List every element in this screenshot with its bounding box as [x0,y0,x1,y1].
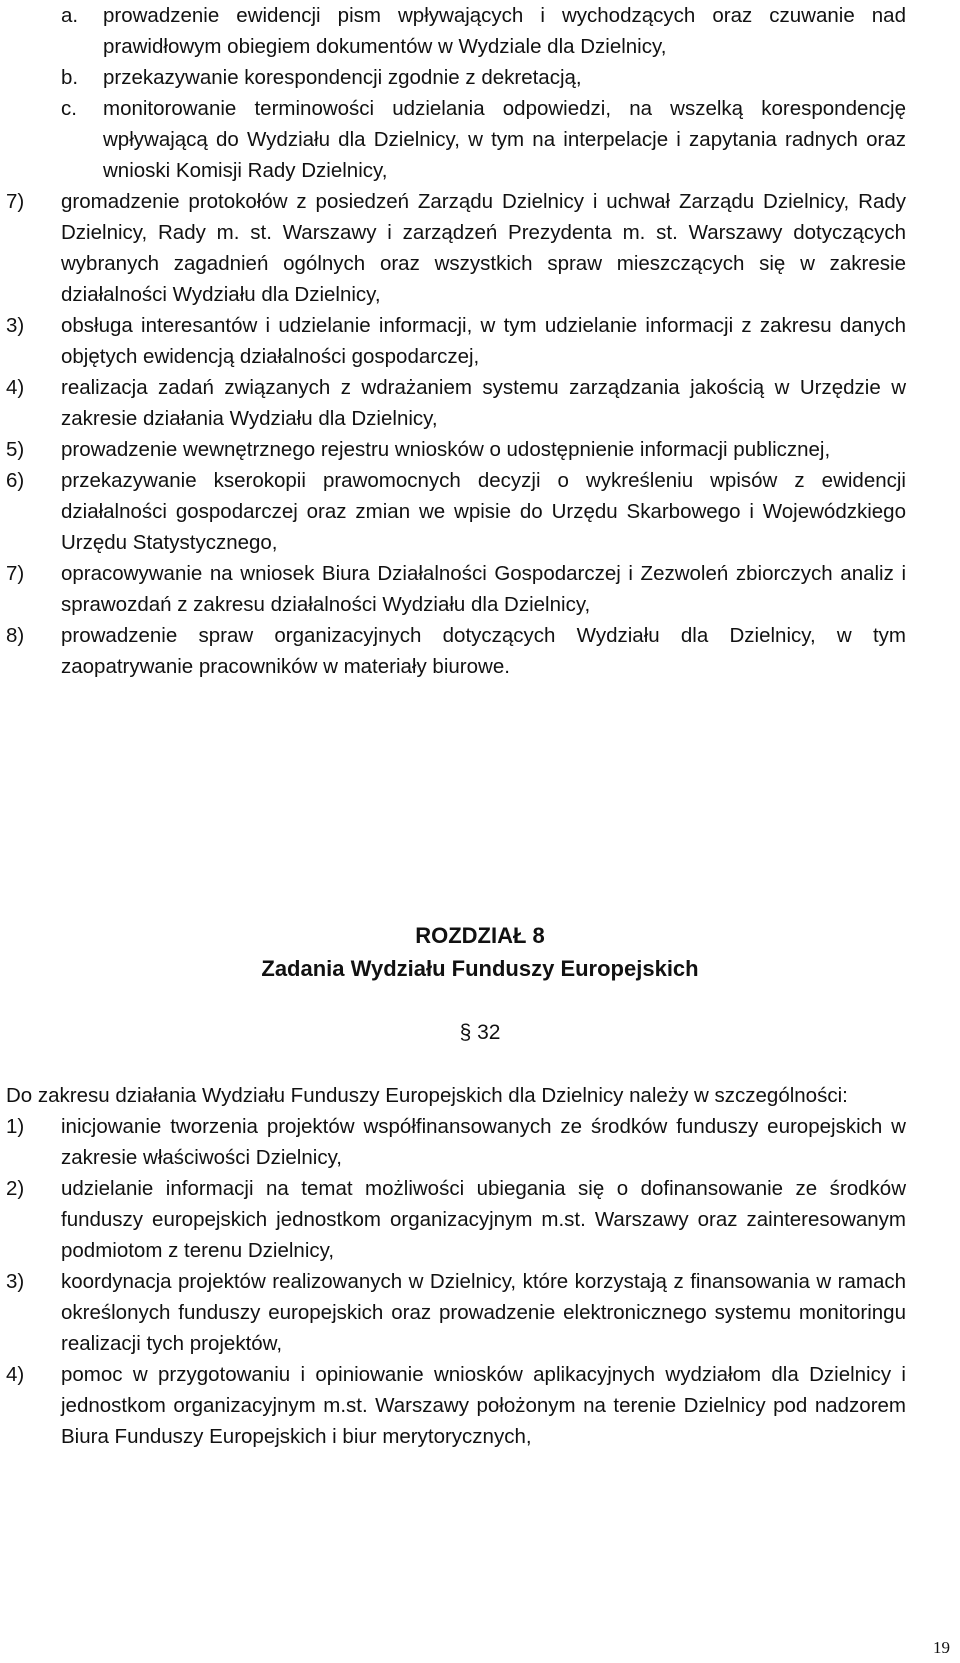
subitem-text: prowadzenie ewidencji pism wpływających i wychodzących oraz czuwanie nad prawidłowym obiegiem dokumentów w Wydziale dla Dzielnicy, [103,4,906,58]
list-item [6,1111,906,1173]
page-number: 19 [933,1638,950,1657]
item-text: koordynacja projektów realizowanych w Dzielnicy, które korzystają z finansowania w ramach określonych funduszy europejskich oraz prowadzenie elektronicznego systemu monitoringu realizacji tych projektów, [61,1270,906,1355]
item-number: 2) [6,1177,25,1200]
item-text: gromadzenie protokołów z posiedzeń Zarządu Dzielnicy i uchwał Zarządu Dzielnicy, Rady Dzielnicy, Rady m. st. Warszawy i zarządzeń Prezydenta m. st. Warszawy dotyczących wybranych zagadnień ogólnych oraz wszystkich spraw mieszczących się w zakresie działalności Wydziału dla Dzielnicy, [61,190,906,306]
item-number: 4) [6,376,25,399]
paragraph-sign: § 32 [459,1021,501,1044]
subitem-label: b. [61,66,79,89]
list-item [6,558,906,620]
subitem-text: monitorowanie terminowości udzielania odpowiedzi, na wszelką korespondencję wpływającą do Wydziału dla Dzielnicy, w tym na interpelacje i zapytania radnych oraz wnioski Komisji Rady Dzielnicy, [103,97,906,182]
intro-text: Do zakresu działania Wydziału Funduszy Europejskich dla Dzielnicy należy w szczególności: [6,1084,848,1107]
item-number: 1) [6,1115,25,1138]
item-number: 7) [6,562,25,585]
item-text: pomoc w przygotowaniu i opiniowanie wniosków aplikacyjnych wydziałom dla Dzielnicy i jednostkom organizacyjnym m.st. Warszawy położonym na terenie Dzielnicy pod nadzorem Biura Funduszy Europejskich i biur merytorycznych, [61,1363,906,1448]
subitem-a [61,0,906,62]
list-item [6,186,906,310]
item-text: inicjowanie tworzenia projektów współfinansowanych ze środków funduszy europejskich w zakresie właściwości Dzielnicy, [61,1115,906,1169]
chapter-title: ROZDZIAŁ 8 [415,923,545,948]
subitem-c [61,93,906,186]
list-item [6,1359,906,1452]
subitem-label: c. [61,97,77,120]
subitem-text: przekazywanie korespondencji zgodnie z dekretacją, [103,66,582,89]
item-text: opracowywanie na wniosek Biura Działalności Gospodarczej i Zezwoleń zbiorczych analiz i sprawozdań z zakresu działalności Wydziału dla Dzielnicy, [61,562,906,616]
chapter-subtitle: Zadania Wydziału Funduszy Europejskich [261,956,699,981]
item-text: przekazywanie kserokopii prawomocnych decyzji o wykreśleniu wpisów z ewidencji działalności gospodarczej oraz zmian we wpisie do Urzędu Skarbowego i Wojewódzkiego Urzędu Statystycznego, [61,469,906,554]
item-number: 7) [6,190,25,213]
item-number: 3) [6,314,25,337]
item-number: 4) [6,1363,25,1386]
list-item [6,310,906,372]
list-item [6,1266,906,1359]
item-number: 8) [6,624,25,647]
item-text: obsługa interesantów i udzielanie informacji, w tym udzielanie informacji z zakresu danych objętych ewidencją działalności gospodarczej, [61,314,906,368]
subitem-label: a. [61,4,79,27]
item-text: prowadzenie wewnętrznego rejestru wniosków o udostępnienie informacji publicznej, [61,438,831,461]
subitem-b [61,62,906,93]
item-number: 5) [6,438,25,461]
fund-tasks-section [6,1080,906,1452]
item-text: udzielanie informacji na temat możliwości ubiegania się o dofinansowanie ze środków funduszy europejskich jednostkom organizacyjnym m.st. Warszawy oraz zainteresowanym podmiotom z terenu Dzielnicy, [61,1177,906,1262]
list-item [6,1173,906,1266]
item-number: 6) [6,469,25,492]
list-item [6,620,906,682]
list-item [6,372,906,434]
list-item [6,434,906,465]
subitem-list [6,0,906,682]
item-text: prowadzenie spraw organizacyjnych dotyczących Wydziału dla Dzielnicy, w tym zaopatrywanie pracowników w materiały biurowe. [61,624,906,678]
item-text: realizacja zadań związanych z wdrażaniem systemu zarządzania jakością w Urzędzie w zakresie działania Wydziału dla Dzielnicy, [61,376,906,430]
list-item [6,465,906,558]
item-number: 3) [6,1270,25,1293]
